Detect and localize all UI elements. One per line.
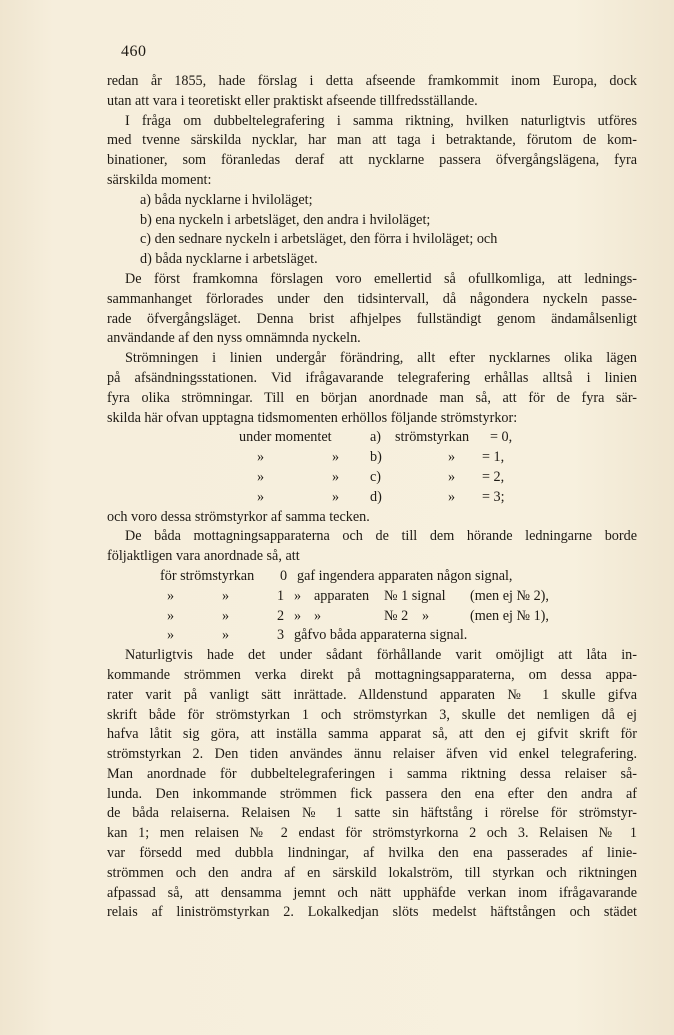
text-line: kan 1; men relaisen № 2 endast för strömstyrkorna 2 och 3. Relaisen № 1: [107, 825, 637, 842]
table-cell: »: [422, 607, 430, 624]
table-cell: »: [222, 627, 230, 644]
list-item: b) ena nyckeln i arbetsläget, den andra i hviloläget;: [140, 211, 431, 228]
table-cell: b): [370, 449, 382, 466]
table-cell: № 2: [384, 607, 409, 624]
text-line: var försedd med dubbla lindningar, af hvilka den ena passerades af linie-: [107, 845, 637, 862]
text-line: De båda mottagningsapparaterna och de till dem hörande ledningarne borde: [125, 528, 637, 545]
table-cell: »: [167, 607, 175, 624]
text-line: utan att vara i teoretiskt eller praktiskt afseende tillfredsställande.: [107, 92, 478, 109]
text-line: strömmen och den andra af en särskild lokalström, till styrkan och riktningen: [107, 864, 637, 881]
table-cell: »: [167, 627, 175, 644]
table-cell: »: [294, 587, 302, 604]
text-line: relais af liniströmstyrkan 2. Lokalkedjan slöts medelst häftstången och städet: [107, 904, 637, 921]
text-line: lunda. Den inkommande strömmen fick passera den ena efter den andra af: [107, 785, 637, 802]
text-line: afpassad så, att densamma jemnt och nätt upphäfde verkan inom ifrågavarande: [107, 884, 637, 901]
text-line: de båda relaiserna. Relaisen № 1 satte sin häftstång i rörelse för strömstyr-: [107, 805, 637, 822]
text-line: användande af den nyss omnämnda nyckeln.: [107, 330, 361, 347]
current-table-row: [107, 428, 637, 448]
current-table-row: [107, 488, 637, 508]
table-cell: 1: [277, 587, 285, 604]
text-line: rade öfvergångsläget. Denna brist afhjelpes fullständigt genom ändamålsenligt: [107, 310, 637, 327]
text-line: strömstyrkan 2. Den tiden användes ännu relaiser äfven vid enkel telegrafering.: [107, 746, 637, 763]
text-line: binationer, som föranledas deraf att nycklarne passera öfvergångslägena, fyra: [107, 152, 637, 169]
text-line: och voro dessa strömstyrkor af samma tecken.: [107, 508, 370, 525]
table-cell: gåfvo båda apparaterna signal.: [294, 627, 468, 644]
table-cell: d): [370, 488, 382, 505]
text-line: sammanhanget förlorades under den tidsintervall, då någondera nyckeln passe-: [107, 290, 637, 307]
table-cell: = 0,: [490, 429, 513, 446]
text-line: kommande strömmen verka direkt på mottagningsapparaterna, om dessa appa-: [107, 666, 637, 683]
text-line: De först framkomna förslagen voro emellertid så ofullkomliga, att lednings-: [125, 270, 637, 287]
table-cell: »: [448, 468, 456, 485]
list-item: c) den sednare nyckeln i arbetsläget, den förra i hviloläget; och: [140, 231, 498, 248]
text-line: fyra olika strömningar. Till en början anordnade man så, att för de fyra sär-: [107, 389, 637, 406]
current-table-row: [107, 468, 637, 488]
table-cell: »: [222, 587, 230, 604]
text-line: redan år 1855, hade förslag i detta afseende framkommit inom Europa, dock: [107, 73, 637, 89]
signal-table-row: [107, 626, 637, 646]
current-table-row: [107, 448, 637, 468]
table-cell: (men ej № 1),: [470, 607, 549, 624]
table-cell: = 3;: [482, 488, 505, 505]
list-item: d) båda nycklarne i arbetsläget.: [140, 251, 318, 268]
table-cell: »: [257, 468, 265, 485]
text-line: på afsändningsstationen. Vid ifrågavarande telegrafering erhållas alltså i linien: [107, 369, 637, 386]
text-line: följaktligen vara anordnade så, att: [107, 548, 300, 565]
text-line: hafva låtit sig göra, att inställa samma apparat så, att den ej gifvit skrift för: [107, 726, 637, 743]
table-cell: »: [332, 488, 340, 505]
table-cell: »: [167, 587, 175, 604]
text-line: Man anordnade för dubbeltelegraferingen i samma riktning dessa relaiser så-: [107, 765, 637, 782]
table-cell: strömstyrkan: [395, 429, 470, 446]
text-line: I fråga om dubbeltelegrafering i samma riktning, hvilken naturligtvis utföres: [125, 112, 637, 129]
table-cell: a): [370, 429, 382, 446]
table-cell: gaf ingendera apparaten någon signal,: [297, 567, 513, 584]
table-cell: (men ej № 2),: [470, 587, 549, 604]
table-cell: »: [257, 488, 265, 505]
table-cell: = 1,: [482, 449, 505, 466]
text-line: med tvenne särskilda nycklar, har man att taga i betraktande, förutom de kom-: [107, 132, 637, 149]
table-cell: »: [222, 607, 230, 624]
table-cell: 3: [277, 627, 285, 644]
table-cell: 2: [277, 607, 285, 624]
table-cell: 0: [280, 567, 288, 584]
table-cell: »: [257, 449, 265, 466]
signal-table-row: [107, 607, 637, 627]
signal-table-row: [107, 587, 637, 607]
table-cell: »: [294, 607, 302, 624]
table-cell: »: [332, 468, 340, 485]
text-line: Naturligtvis hade det under sådant förhållande varit omöjligt att låta in-: [125, 647, 637, 664]
text-line: skrift både för strömstyrkan 1 och strömstyrkan 3, skulle det nemligen då ej: [107, 706, 637, 723]
body-text: [107, 72, 637, 923]
table-cell: c): [370, 468, 382, 485]
table-cell: »: [314, 607, 322, 624]
table-cell: för strömstyrkan: [160, 567, 255, 584]
table-cell: »: [332, 449, 340, 466]
text-line: skilda här ofvan upptagna tidsmomenten erhöllos följande strömstyrkor:: [107, 409, 518, 426]
table-cell: under momentet: [239, 429, 332, 446]
text-line: rater varit på vanligt sätt inrättade. Alldenstund apparaten № 1 skulle gifva: [107, 686, 637, 703]
signal-table-row: [107, 567, 637, 587]
text-line: Strömningen i linien undergår förändring, allt efter nycklarnes olika lägen: [125, 350, 637, 367]
text-line: särskilda moment:: [107, 171, 212, 188]
page-number: 460: [121, 43, 147, 60]
table-cell: »: [448, 449, 456, 466]
table-cell: № 1 signal: [384, 587, 446, 604]
table-cell: apparaten: [314, 587, 370, 604]
table-cell: = 2,: [482, 468, 505, 485]
table-cell: »: [448, 488, 456, 505]
list-item: a) båda nycklarne i hviloläget;: [140, 191, 313, 208]
